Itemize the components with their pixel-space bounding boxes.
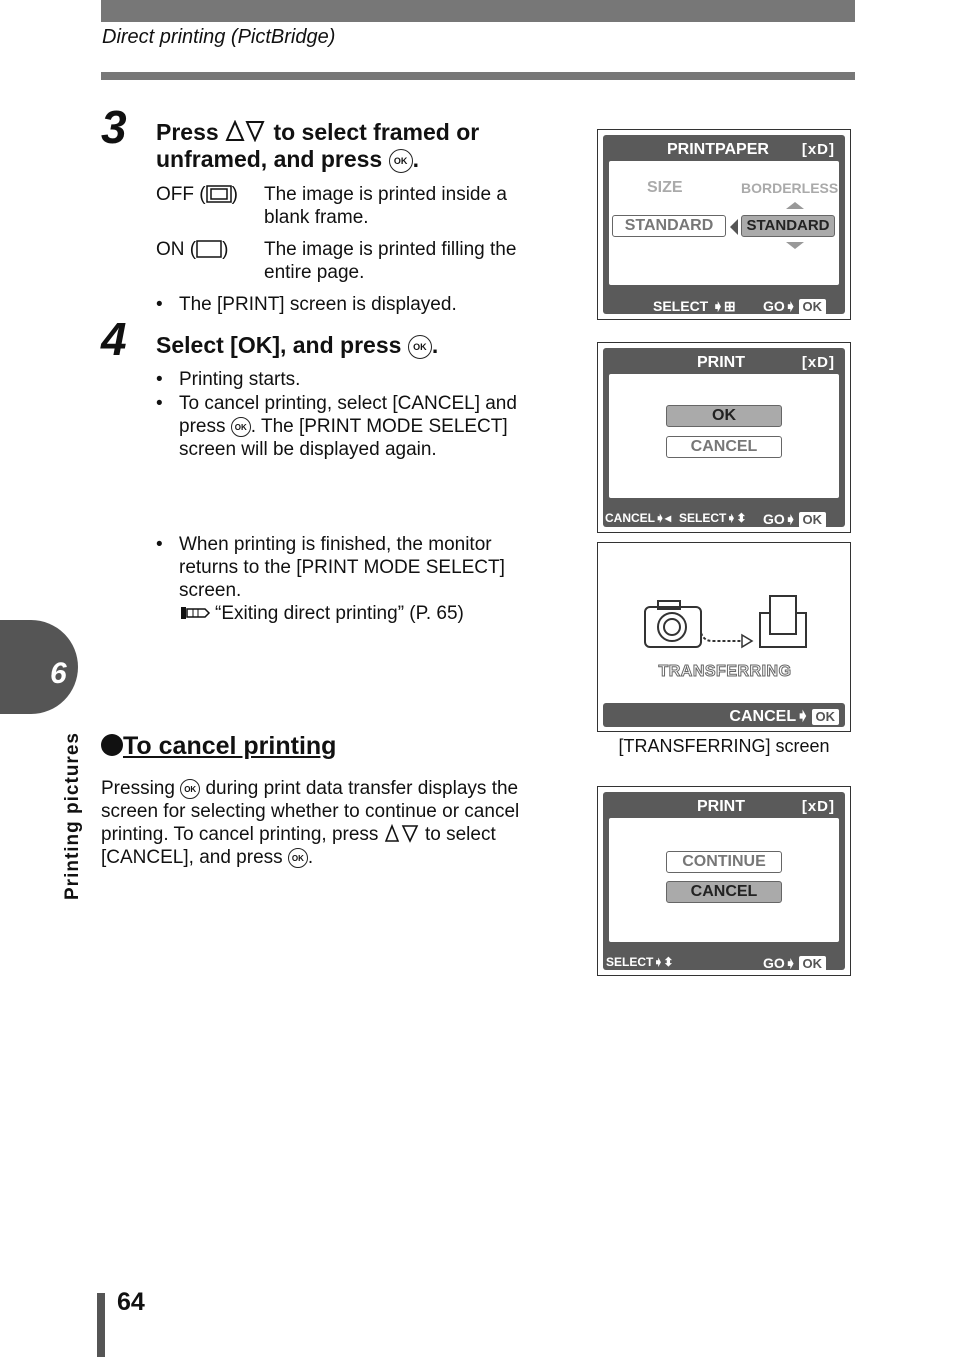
transferring-caption: [TRANSFERRING] screen [618, 736, 830, 756]
transfer-footer [603, 703, 845, 727]
step4-bullet-2b: . The [PRINT MODE SELECT] screen will be displayed again. [179, 416, 508, 460]
up-down-arrows-icon [384, 824, 420, 843]
footer-go: GO➧ OK [763, 955, 826, 972]
footer-go-label: GO [763, 511, 785, 527]
off-text: OFF ( [156, 184, 206, 205]
on-label [156, 238, 228, 261]
footer-cancel: CANCEL➧◂ [605, 511, 672, 525]
footer-select-label: SELECT [606, 955, 654, 969]
step4-heading: Select [OK], and press OK . [156, 332, 439, 358]
lcd-content [609, 374, 839, 498]
xd-card-icon: [xD] [801, 141, 835, 158]
cancel-p-a: Pressing [101, 778, 175, 799]
lcd-content [609, 161, 839, 285]
borderless-value[interactable]: STANDARD [741, 215, 835, 237]
cancel-p-d: . [307, 847, 314, 868]
ok-button-icon: OK [180, 779, 200, 799]
footer-go-label: GO [763, 298, 785, 314]
step4-bullet-1-text: Printing starts. [179, 369, 301, 390]
off-description: The image is printed inside a blank frame. [264, 184, 507, 228]
step4-bullet-2: • To cancel printing, select [CANCEL] and press OK . The [PRINT MODE SELECT] screen will be displayed again. [156, 393, 517, 460]
left-arrow-icon [730, 219, 738, 235]
step4-reference-link[interactable]: “Exiting direct printing” (P. 65) [215, 603, 464, 624]
framed-icon [206, 185, 232, 203]
cancel-option[interactable]: CANCEL [666, 881, 782, 903]
footer-select: SELECT➧⬍ [606, 955, 674, 969]
reference-pointer-icon [179, 604, 215, 622]
borderless-column-label: BORDERLESS [741, 180, 839, 196]
cancel-section-paragraph [101, 777, 541, 869]
cancel-option[interactable]: CANCEL [666, 436, 782, 458]
footer-go-label: GO [763, 955, 785, 971]
on-close: ) [222, 239, 229, 260]
up-arrow-icon [786, 202, 804, 209]
footer-select: SELECT➧⬍ [679, 511, 747, 525]
chapter-title: Printing pictures [62, 732, 83, 900]
step3-heading: Press to select framed or unframed, and press OK . [156, 119, 480, 172]
ok-option[interactable]: OK [666, 405, 782, 427]
footer-cancel-label: CANCEL [605, 511, 655, 525]
transferring-screen [597, 542, 851, 732]
step4-bullet-3-text: When printing is finished, the monitor returns to the [PRINT MODE SELECT] screen. [179, 534, 505, 601]
step-number-3: 3 [101, 101, 127, 153]
xd-card-icon: [xD] [801, 798, 835, 815]
step4-bullet-3: • When printing is finished, the monitor returns to the [PRINT MODE SELECT] screen. “Exiting direct printing” (P. 65) [156, 534, 505, 624]
footer-go: GO➧ OK [763, 511, 826, 528]
ok-box-icon: OK [799, 512, 827, 528]
footer-cancel: CANCEL➧ OK [729, 706, 839, 726]
off-close: ) [231, 184, 238, 205]
ok-button-icon: OK [408, 335, 432, 359]
cancel-p-b: during print data transfer displays the screen for selecting whether to continue or cancel printing. To cancel printing, press [101, 778, 520, 845]
footer-select-label: SELECT [653, 298, 709, 314]
step4-bullet-1: • Printing starts. [156, 369, 301, 390]
page-number: 64 [117, 1288, 145, 1316]
footer-select-label: SELECT [679, 511, 727, 525]
up-down-icon: ⬍ [663, 955, 674, 969]
step3-bullet-text: The [PRINT] screen is displayed. [179, 294, 457, 315]
ok-box-icon: OK [799, 299, 827, 315]
step3-heading-mid: to select framed or [273, 119, 480, 145]
page-number-bar [97, 1293, 105, 1357]
step4-heading-text: Select [OK], and press [156, 332, 402, 358]
ok-box-icon: OK [799, 956, 827, 972]
continue-option[interactable]: CONTINUE [666, 851, 782, 873]
on-description: The image is printed filling the entire page. [264, 239, 517, 283]
header-bar [101, 0, 855, 22]
xd-card-icon: [xD] [801, 354, 835, 371]
running-title: Direct printing (PictBridge) [102, 26, 336, 48]
cancel-heading-text: To cancel printing [123, 732, 337, 760]
ok-box-icon: OK [812, 709, 840, 725]
header-divider [101, 72, 855, 80]
down-arrow-icon [786, 242, 804, 249]
off-label [156, 183, 238, 206]
size-value[interactable]: STANDARD [612, 215, 726, 237]
lcd-frame [603, 792, 845, 970]
step3-heading-press: Press [156, 119, 219, 145]
printpaper-screen [597, 129, 851, 320]
cancel-section-heading [101, 732, 336, 761]
step-number-4: 4 [101, 313, 127, 365]
print-screen [597, 342, 851, 533]
unframed-icon [196, 240, 222, 258]
up-down-icon: ⬍ [736, 511, 747, 525]
bullet-dot-icon [101, 734, 123, 756]
footer-select: SELECT ➧⊞ [653, 298, 736, 314]
on-text: ON ( [156, 239, 197, 260]
chapter-number: 6 [50, 657, 67, 690]
size-column-label: SIZE [647, 179, 683, 196]
lcd-frame [603, 348, 845, 527]
screen-title: PRINT [697, 798, 745, 815]
transferring-label: TRANSFERRING [658, 663, 792, 680]
lcd-frame [603, 135, 845, 314]
screen-title: PRINTPAPER [667, 141, 769, 158]
step4-bullet-2a: To cancel printing, select [CANCEL] and press [179, 393, 517, 437]
four-way-icon: ⊞ [723, 298, 736, 314]
lcd-content [609, 818, 839, 942]
footer-cancel-label: CANCEL [729, 708, 797, 725]
cancel-p-c: to select [CANCEL], and press [101, 824, 496, 868]
ok-button-icon: OK [389, 149, 413, 173]
ok-button-icon: OK [231, 417, 251, 437]
footer-go: GO➧ OK [763, 298, 826, 315]
step3-bullet: • The [PRINT] screen is displayed. [156, 294, 457, 315]
step3-heading-line2: unframed, and press [156, 146, 383, 172]
camera-to-printer-icon [642, 593, 812, 655]
print-cancel-screen [597, 786, 851, 976]
up-down-arrows-icon [225, 120, 267, 142]
screen-title: PRINT [697, 354, 745, 371]
ok-button-icon: OK [288, 848, 308, 868]
